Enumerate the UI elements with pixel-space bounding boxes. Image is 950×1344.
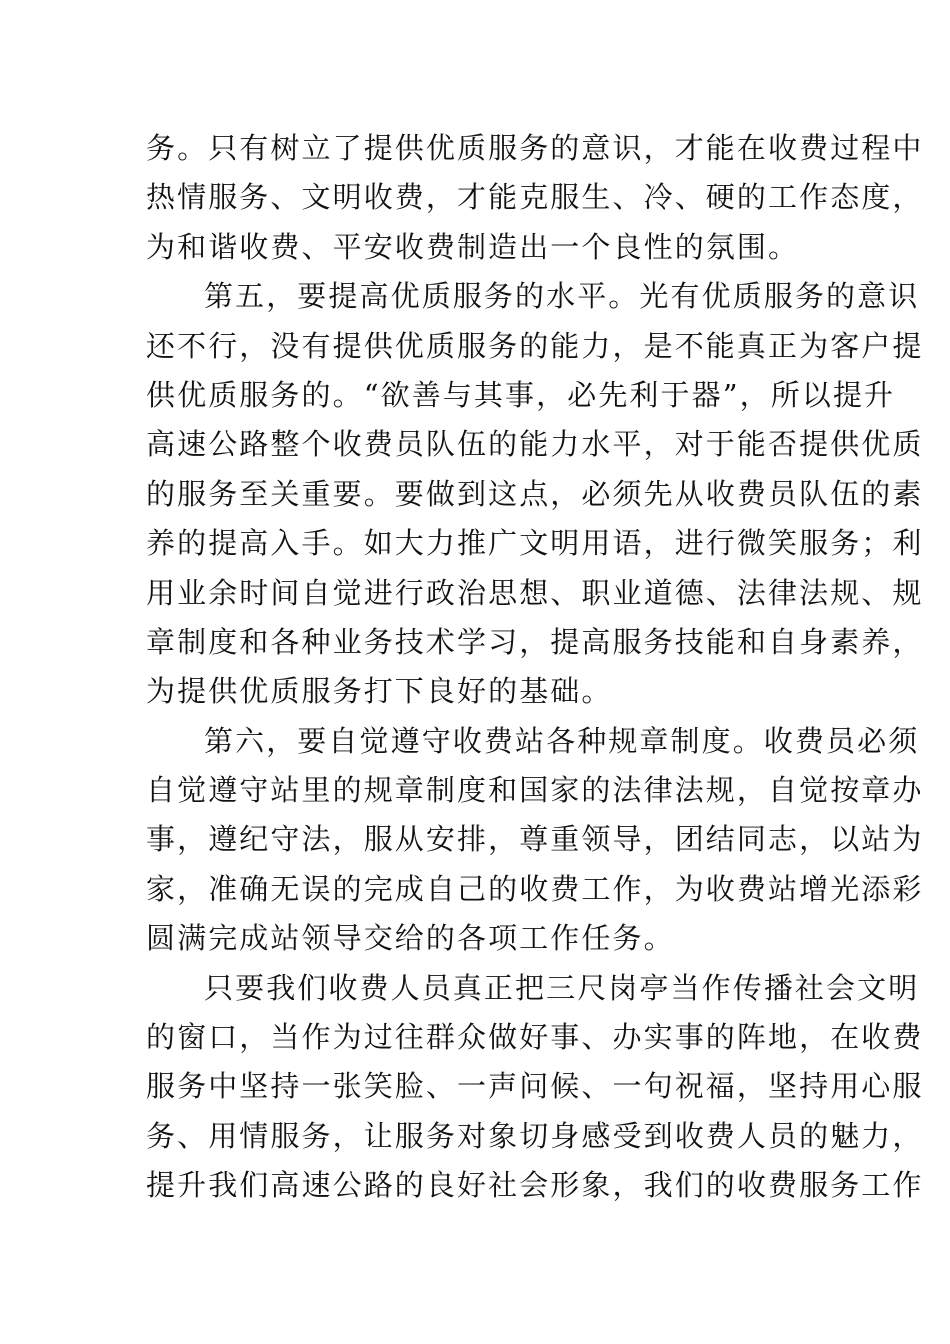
text-line: 供优质服务的。“欲善与其事，必先利于器”，所以提升	[146, 377, 896, 412]
text-line: 第五，要提高优质服务的水平。光有优质服务的意识	[204, 279, 920, 314]
text-line: 为和谐收费、平安收费制造出一个良性的氛围。	[146, 229, 800, 264]
text-line: 家，准确无误的完成自己的收费工作，为收费站增光添彩	[146, 871, 924, 906]
text-line: 务、用情服务，让服务对象切身感受到收费人员的魅力，	[146, 1118, 924, 1153]
text-line: 热情服务、文明收费，才能克服生、冷、硬的工作态度，	[146, 180, 924, 215]
text-line: 事，遵纪守法，服从安排，尊重领导，团结同志，以站为	[146, 822, 924, 857]
text-line: 养的提高入手。如大力推广文明用语，进行微笑服务；利	[146, 526, 924, 561]
body-text	[146, 124, 924, 1211]
text-line: 为提供优质服务打下良好的基础。	[146, 674, 613, 709]
text-line: 章制度和各种业务技术学习，提高服务技能和自身素养，	[146, 624, 924, 659]
text-line: 服务中坚持一张笑脸、一声问候、一句祝福，坚持用心服	[146, 1069, 924, 1104]
text-line: 还不行，没有提供优质服务的能力，是不能真正为客户提	[146, 328, 924, 363]
text-line: 只要我们收费人员真正把三尺岗亭当作传播社会文明	[204, 970, 920, 1005]
text-line: 自觉遵守站里的规章制度和国家的法律法规，自觉按章办	[146, 773, 924, 808]
text-line: 用业余时间自觉进行政治思想、职业道德、法律法规、规	[146, 575, 924, 610]
text-line: 的窗口，当作为过往群众做好事、办实事的阵地，在收费	[146, 1020, 924, 1055]
text-line: 的服务至关重要。要做到这点，必须先从收费员队伍的素	[146, 476, 924, 511]
text-line: 第六，要自觉遵守收费站各种规章制度。收费员必须	[204, 723, 920, 758]
text-line: 务。只有树立了提供优质服务的意识，才能在收费过程中	[146, 131, 924, 165]
text-line: 圆满完成站领导交给的各项工作任务。	[146, 921, 675, 956]
text-line: 高速公路整个收费员队伍的能力水平，对于能否提供优质	[146, 427, 924, 462]
text-line: 提升我们高速公路的良好社会形象，我们的收费服务工作	[146, 1168, 924, 1203]
